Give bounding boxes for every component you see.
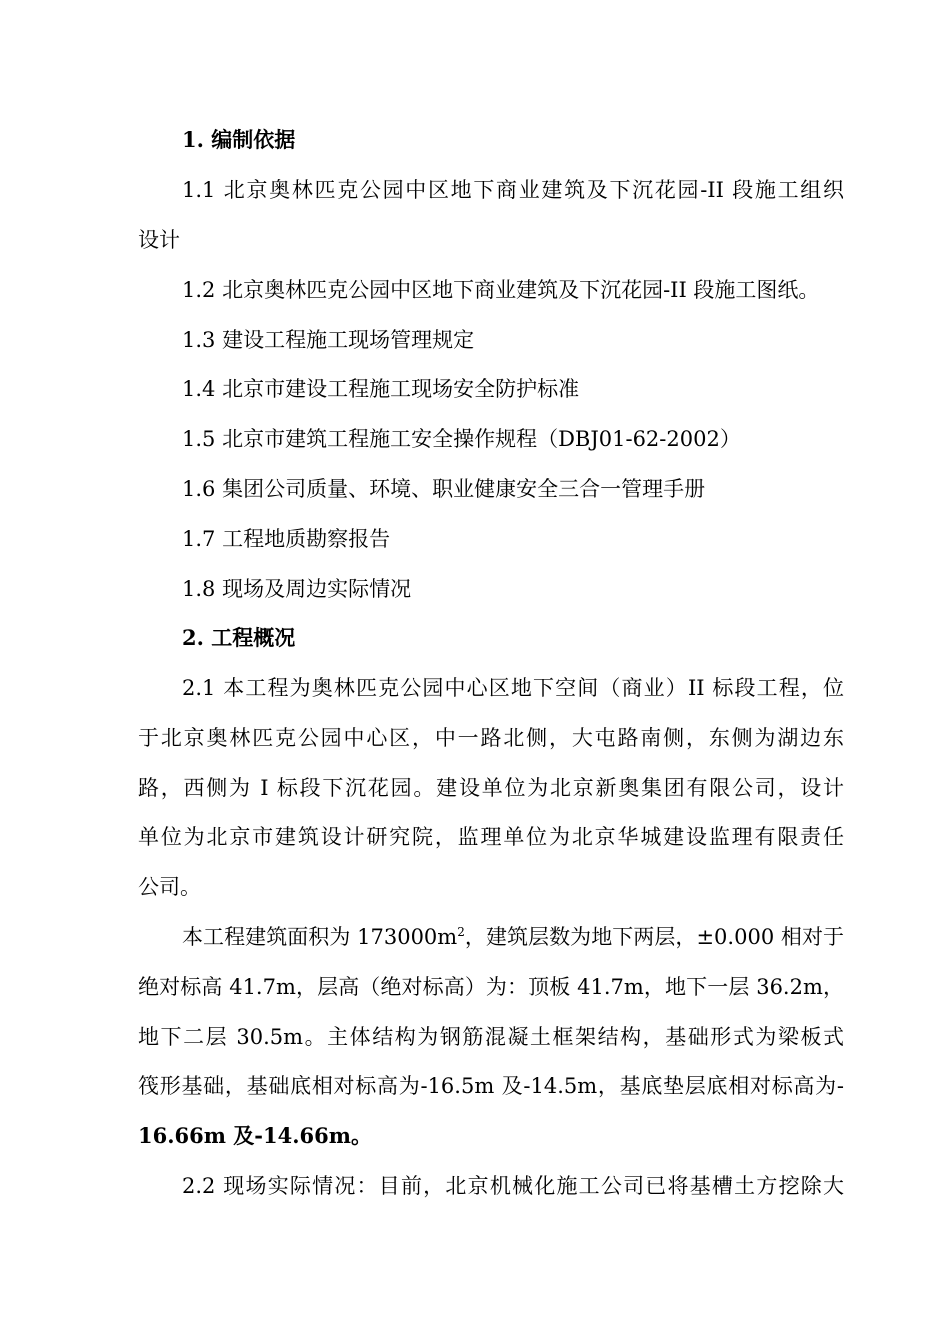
overview-paragraph-1-line-4: 单位为北京市建筑设计研究院，监理单位为北京华城建设监理有限责任	[138, 825, 844, 849]
overview-paragraph-2-line-3: 地下二层 30.5m。主体结构为钢筋混凝土框架结构，基础形式为梁板式	[138, 1025, 844, 1049]
basis-item-1-1-line-2: 设计	[138, 228, 180, 252]
overview-paragraph-2-line-5: 16.66m 及-14.66m。	[138, 1123, 372, 1148]
basis-item-1-3: 1.3 建设工程施工现场管理规定	[182, 328, 475, 352]
basis-item-1-5: 1.5 北京市建筑工程施工安全操作规程（DBJ01-62-2002）	[182, 427, 741, 451]
overview-paragraph-1-line-1: 2.1 本工程为奥林匹克公园中心区地下空间（商业）II 标段工程，位	[182, 676, 844, 700]
section-heading-2: 2. 工程概况	[182, 625, 296, 650]
basis-item-1-8: 1.8 现场及周边实际情况	[182, 577, 412, 601]
overview-paragraph-3-line-1: 2.2 现场实际情况：目前，北京机械化施工公司已将基槽土方挖除大	[182, 1174, 844, 1198]
overview-paragraph-1-line-3: 路，西侧为 I 标段下沉花园。建设单位为北京新奥集团有限公司，设计	[138, 776, 844, 800]
basis-item-1-7: 1.7 工程地质勘察报告	[182, 527, 391, 551]
overview-paragraph-2-line-1	[182, 922, 844, 952]
overview-paragraph-2-line-2: 绝对标高 41.7m，层高（绝对标高）为：顶板 41.7m，地下一层 36.2m，	[138, 975, 844, 999]
area-text-b: ，建筑层数为地下两层，±0.000 相对于	[464, 925, 844, 949]
section-heading-1: 1. 编制依据	[182, 127, 296, 152]
basis-item-1-4: 1.4 北京市建设工程施工现场安全防护标准	[182, 377, 580, 401]
overview-paragraph-2-line-4: 筏形基础，基础底相对标高为-16.5m 及-14.5m，基底垫层底相对标高为-	[138, 1074, 844, 1098]
basis-item-1-6: 1.6 集团公司质量、环境、职业健康安全三合一管理手册	[182, 477, 706, 501]
basis-item-1-2: 1.2 北京奥林匹克公园中区地下商业建筑及下沉花园-II 段施工图纸。	[182, 278, 820, 302]
area-unit-superscript: 2	[457, 925, 465, 939]
overview-paragraph-1-line-5: 公司。	[138, 875, 201, 899]
area-text-a: 本工程建筑面积为 173000m	[182, 925, 458, 949]
overview-paragraph-1-line-2: 于北京奥林匹克公园中心区，中一路北侧，大屯路南侧，东侧为湖边东	[138, 726, 844, 750]
basis-item-1-1-line-1: 1.1 北京奥林匹克公园中区地下商业建筑及下沉花园-II 段施工组织	[182, 178, 844, 202]
